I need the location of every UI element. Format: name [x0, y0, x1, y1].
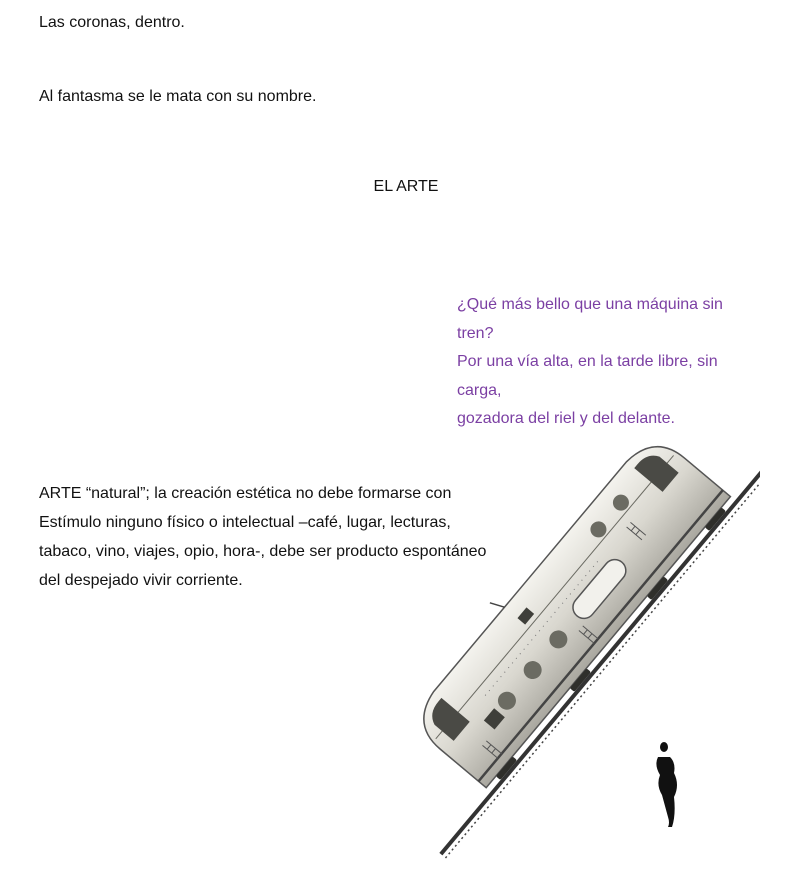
- paragraph-line: tabaco, vino, viajes, opio, hora-, debe ser producto espontáneo: [39, 543, 487, 560]
- text-line-fantasma: Al fantasma se le mata con su nombre.: [39, 88, 317, 105]
- quote-line: tren?: [457, 324, 494, 342]
- section-title: EL ARTE: [373, 178, 439, 195]
- quote-line: carga,: [457, 381, 502, 399]
- quote-line: gozadora del riel y del delante.: [457, 410, 675, 427]
- quote-line: ¿Qué más bello que una máquina sin: [457, 296, 723, 313]
- silhouette-figure: [640, 735, 690, 835]
- text-line-coronas: Las coronas, dentro.: [39, 14, 185, 31]
- paragraph-line: ARTE “natural”; la creación estética no debe formarse con: [39, 485, 452, 502]
- paragraph-line: del despejado vivir corriente.: [39, 572, 243, 589]
- poem-quote: [457, 291, 757, 434]
- quote-line: Por una vía alta, en la tarde libre, sin: [457, 353, 718, 370]
- paragraph-line: Estímulo ninguno físico o intelectual –café, lugar, lecturas,: [39, 514, 451, 531]
- body-paragraph: [39, 479, 519, 595]
